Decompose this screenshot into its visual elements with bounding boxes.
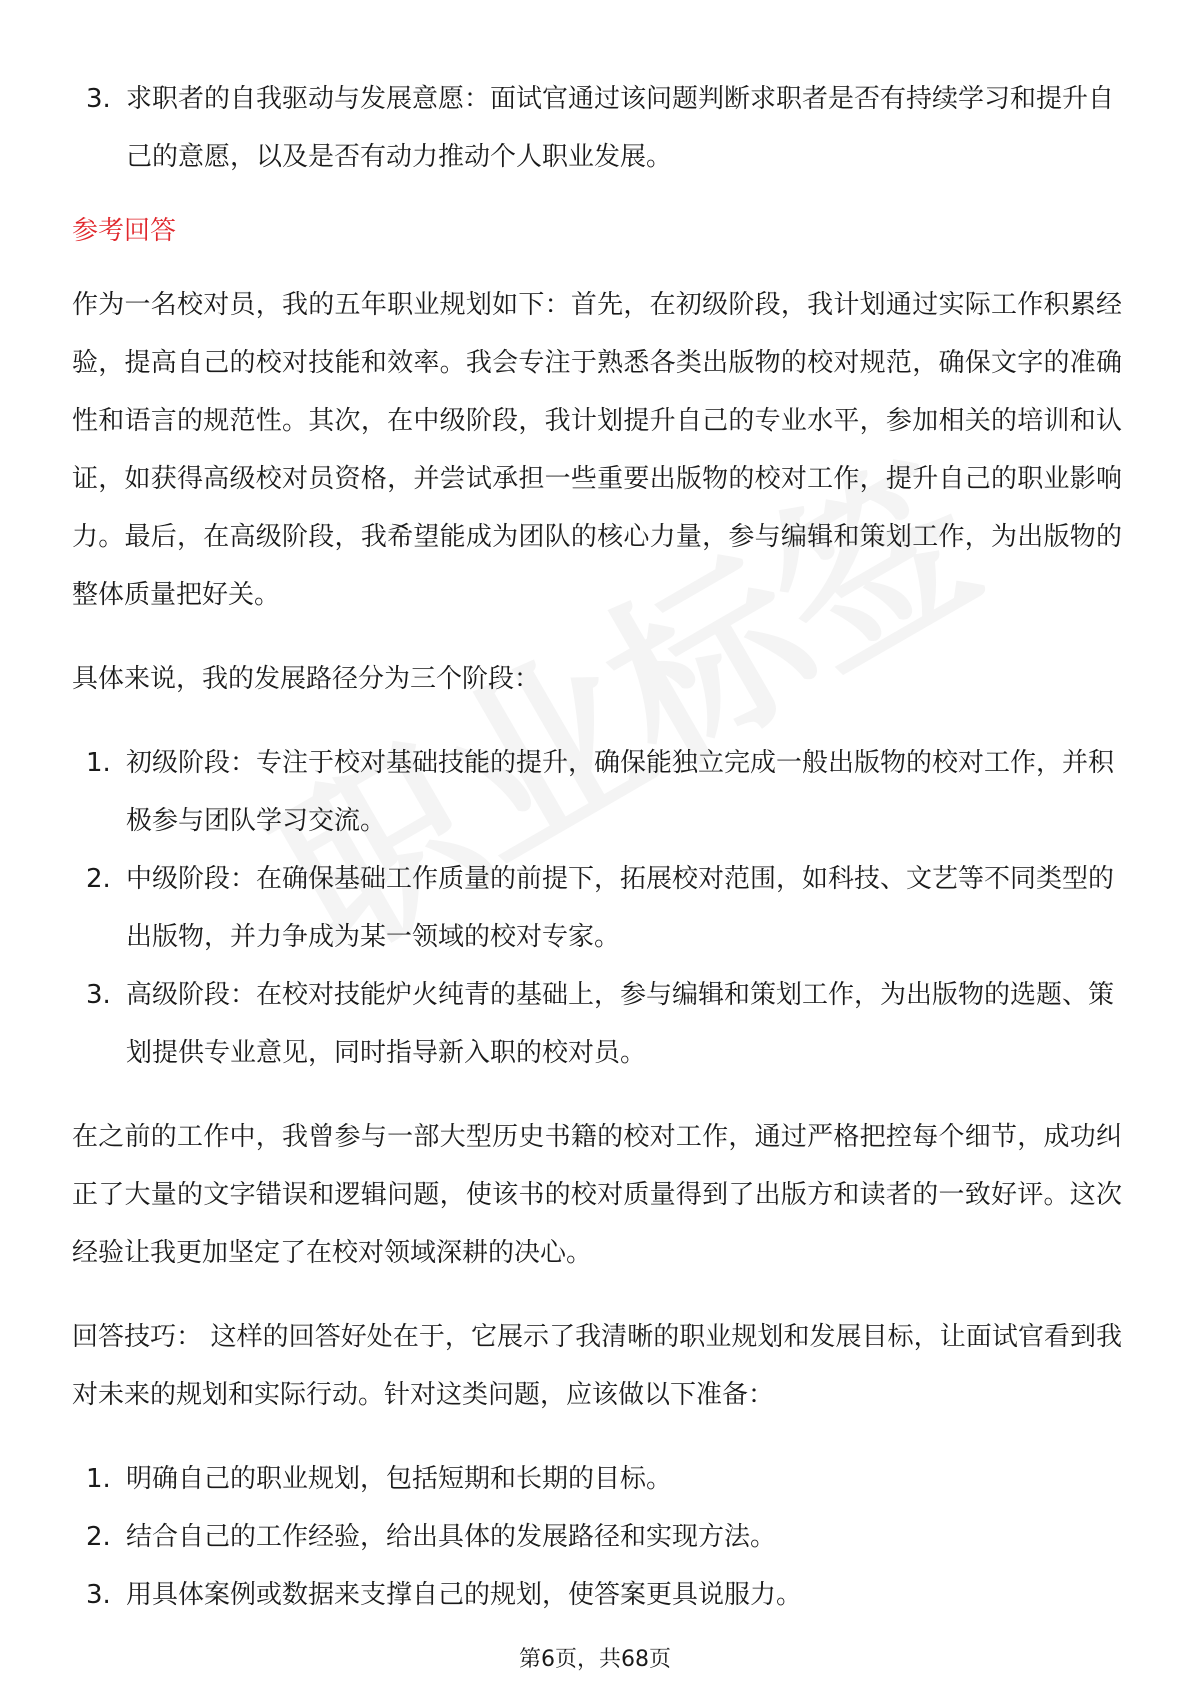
stage-list [72, 734, 1122, 1082]
page-content [72, 70, 1122, 1624]
list-item [72, 734, 1122, 850]
list-item [72, 850, 1122, 966]
list-item-text: 中级阶段：在确保基础工作质量的前提下，拓展校对范围，如科技、文艺等不同类型的出版物，并力争成为某一领域的校对专家。 [126, 864, 1115, 952]
list-item-number: 1. [86, 748, 111, 778]
list-item-text: 结合自己的工作经验，给出具体的发展路径和实现方法。 [126, 1522, 777, 1552]
list-item [72, 1566, 1122, 1624]
list-item-number: 2. [86, 864, 111, 894]
paragraph-path-intro: 具体来说，我的发展路径分为三个阶段： [72, 664, 541, 694]
list-item [72, 1450, 1122, 1508]
list-item-number: 1. [86, 1464, 111, 1494]
list-item [72, 966, 1122, 1082]
paragraph-tips: 回答技巧： 这样的回答好处在于，它展示了我清晰的职业规划和发展目标，让面试官看到我对未来的规划和实际行动。针对这类问题，应该做以下准备： [72, 1322, 1122, 1410]
list-item-text: 求职者的自我驱动与发展意愿：面试官通过该问题判断求职者是否有持续学习和提升自己的意愿，以及是否有动力推动个人职业发展。 [126, 84, 1115, 172]
paragraph-experience: 在之前的工作中，我曾参与一部大型历史书籍的校对工作，通过严格把控每个细节，成功纠正了大量的文字错误和逻辑问题，使该书的校对质量得到了出版方和读者的一致好评。这次经验让我更加坚定了在校对领域深耕的决心。 [72, 1122, 1122, 1268]
page-number: 第6页，共68页 [519, 1647, 671, 1672]
list-item-text: 高级阶段：在校对技能炉火纯青的基础上，参与编辑和策划工作，为出版物的选题、策划提供专业意见，同时指导新入职的校对员。 [126, 980, 1115, 1068]
top-list [72, 70, 1122, 186]
list-item-number: 2. [86, 1522, 111, 1552]
list-item-text: 明确自己的职业规划，包括短期和长期的目标。 [126, 1464, 673, 1494]
paragraph-plan: 作为一名校对员，我的五年职业规划如下：首先，在初级阶段，我计划通过实际工作积累经验，提高自己的校对技能和效率。我会专注于熟悉各类出版物的校对规范，确保文字的准确性和语言的规范性。其次，在中级阶段，我计划提升自己的专业水平，参加相关的培训和认证，如获得高级校对员资格，并尝试承担一些重要出版物的校对工作，提升自己的职业影响力。最后，在高级阶段，我希望能成为团队的核心力量，参与编辑和策划工作，为出版物的整体质量把好关。 [72, 290, 1122, 610]
list-item-text: 用具体案例或数据来支撑自己的规划，使答案更具说服力。 [126, 1580, 803, 1610]
tips-list [72, 1450, 1122, 1624]
list-item-number: 3. [86, 980, 111, 1010]
list-item [72, 1508, 1122, 1566]
list-item [72, 70, 1122, 186]
reference-answer-heading: 参考回答 [72, 216, 177, 246]
list-item-number: 3. [86, 84, 111, 114]
list-item-number: 3. [86, 1580, 111, 1610]
list-item-text: 初级阶段：专注于校对基础技能的提升，确保能独立完成一般出版物的校对工作，并积极参与团队学习交流。 [126, 748, 1115, 836]
